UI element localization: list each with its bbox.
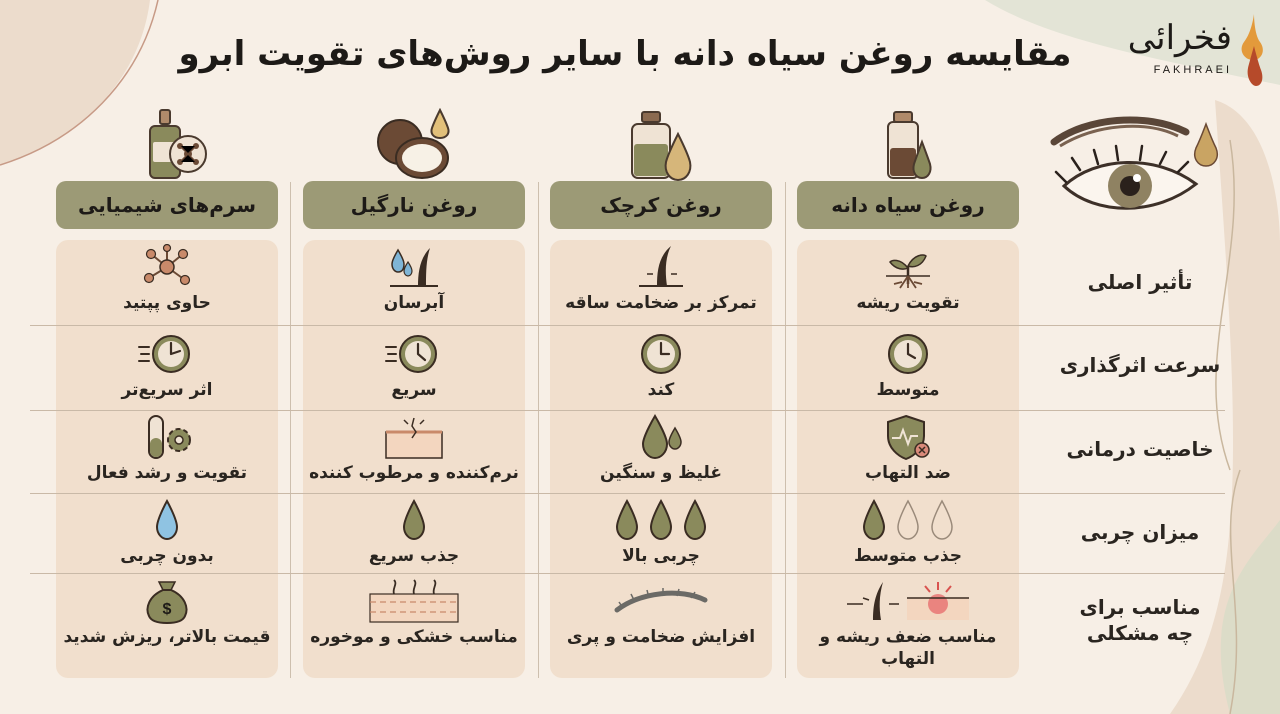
- cell-text: ضد التهاب: [864, 463, 951, 483]
- cell-text: چربی بالا: [622, 546, 700, 566]
- cell-coconut-suitable: [303, 578, 525, 658]
- one-of-three-drops-icon: [858, 497, 958, 543]
- logo: [1122, 12, 1272, 82]
- hydration-icon: [384, 244, 444, 290]
- cell-text: اثر سریع‌تر: [121, 380, 213, 400]
- row-divider: [30, 325, 1225, 326]
- dry-skin-icon: [364, 578, 464, 624]
- cell-text: تمرکز بر ضخامت ساقه: [565, 293, 757, 313]
- cell-serum-therapeutic: [56, 414, 278, 494]
- row-label-speed: سرعت اثرگذاری: [1059, 353, 1221, 377]
- cell-coconut-oiliness: [303, 497, 525, 577]
- logo-latin: FAKHRAEI: [1153, 64, 1232, 76]
- castor-bottle-icon: [622, 108, 702, 182]
- clock-icon: [631, 331, 691, 377]
- cell-text: سریع: [391, 380, 437, 400]
- svg-text:$: $: [162, 601, 172, 618]
- inflamed-follicle-icon: [843, 578, 973, 624]
- cell-serum-main-effect: [56, 244, 278, 324]
- row-label-oiliness: میزان چربی: [1080, 520, 1200, 544]
- cell-text: نرم‌کننده و مرطوب کننده: [309, 463, 519, 483]
- cell-text: تقویت و رشد فعال: [86, 463, 248, 483]
- cell-text: قیمت بالاتر، ریزش شدید: [63, 627, 271, 647]
- page-title: مقایسه روغن سیاه دانه با سایر روش‌های تقویت ابرو: [178, 34, 1072, 74]
- drops-icon: [631, 414, 691, 460]
- col-header-castor: روغن کرچک: [550, 181, 772, 229]
- serum-molecule-icon: [138, 108, 218, 182]
- skin-repair-icon: [384, 414, 444, 460]
- cell-castor-suitable: [550, 578, 772, 658]
- cell-text: جذب متوسط: [853, 546, 963, 566]
- cell-black-seed-main-effect: [797, 244, 1019, 324]
- cell-coconut-therapeutic: [303, 414, 525, 494]
- col-header-black-seed: روغن سیاه دانه: [797, 181, 1019, 229]
- fast-clock-icon: [137, 331, 197, 377]
- sprout-root-icon: [878, 244, 938, 290]
- cell-black-seed-oiliness: [797, 497, 1019, 577]
- cell-serum-oiliness: [56, 497, 278, 577]
- col-header-coconut: روغن نارگیل: [303, 181, 525, 229]
- coconut-icon: [374, 108, 454, 182]
- row-label-suitable-for: مناسب برای چه مشکلی: [1079, 595, 1201, 645]
- cell-text: غلیظ و سنگین: [600, 463, 722, 483]
- cell-black-seed-therapeutic: [797, 414, 1019, 494]
- cell-text: مناسب ضعف ریشه و التهاب: [819, 627, 997, 669]
- money-bag-icon: [137, 578, 197, 624]
- eyebrow-icon: [611, 578, 711, 624]
- row-label-therapeutic: خاصیت درمانی: [1066, 437, 1214, 461]
- hair-shaft-icon: [631, 244, 691, 290]
- cell-text: مناسب خشکی و موخوره: [310, 627, 518, 647]
- molecule-icon: [137, 244, 197, 290]
- row-label-main-effect: تأثیر اصلی: [1087, 270, 1193, 294]
- col-header-serum: سرم‌های شیمیایی: [56, 181, 278, 229]
- cell-text: جذب سریع: [368, 546, 460, 566]
- cell-text: حاوی پپتید: [123, 293, 211, 313]
- cell-text: بدون چربی: [120, 546, 214, 566]
- cell-castor-oiliness: [550, 497, 772, 577]
- three-drops-icon: [611, 497, 711, 543]
- cell-castor-main-effect: [550, 244, 772, 324]
- cell-text: افزایش ضخامت و پری: [566, 627, 756, 647]
- cell-coconut-speed: [303, 331, 525, 411]
- logo-drops-icon: [1234, 12, 1272, 90]
- one-drop-icon: [384, 497, 444, 543]
- cell-text: متوسط: [876, 380, 940, 400]
- cell-text: تقویت ریشه: [856, 293, 960, 313]
- eye-illustration: [1046, 98, 1232, 224]
- cell-castor-speed: [550, 331, 772, 411]
- fast-clock-icon: [384, 331, 444, 377]
- cell-coconut-main-effect: [303, 244, 525, 324]
- column-divider: [290, 182, 291, 678]
- cell-text: آبرسان: [383, 293, 445, 313]
- cell-text: کند: [647, 380, 675, 400]
- cell-serum-suitable: [56, 578, 278, 658]
- cell-serum-speed: [56, 331, 278, 411]
- cell-black-seed-suitable: [797, 578, 1019, 674]
- cell-black-seed-speed: [797, 331, 1019, 411]
- column-divider: [538, 182, 539, 678]
- shield-icon: [878, 414, 938, 460]
- logo-text: فخرائی: [1127, 18, 1232, 58]
- cell-castor-therapeutic: [550, 414, 772, 494]
- clock-icon: [878, 331, 938, 377]
- tube-gear-icon: [137, 414, 197, 460]
- blue-drop-icon: [137, 497, 197, 543]
- oil-bottle-icon: [866, 108, 946, 182]
- column-divider: [785, 182, 786, 678]
